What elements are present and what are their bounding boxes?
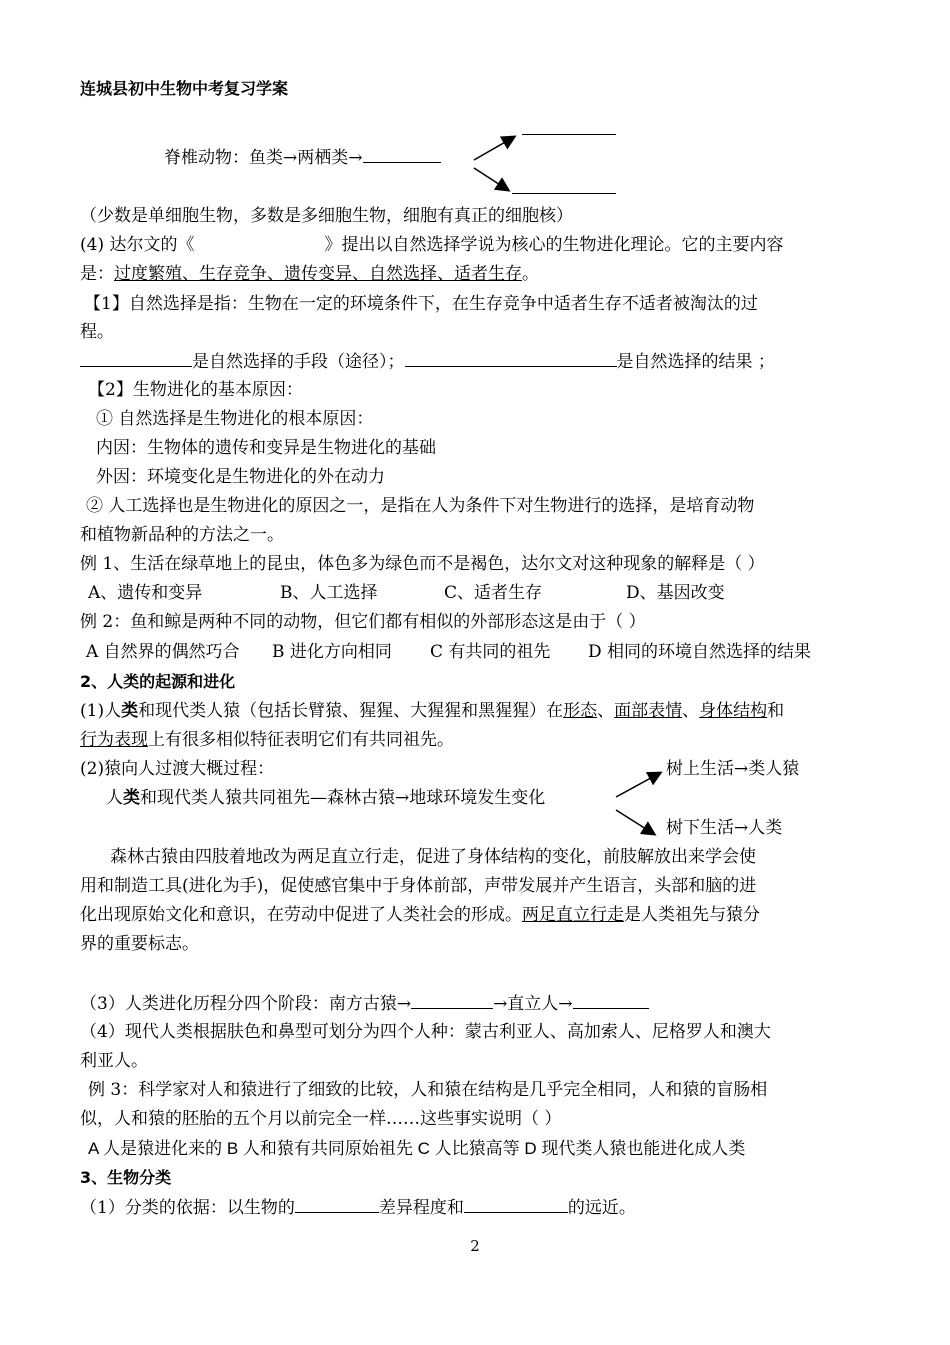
causes-p2-2: 和植物新品种的方法之一。 — [80, 525, 284, 545]
blank-stage-4 — [573, 992, 649, 1009]
ns-def-2: 程。 — [80, 322, 114, 342]
s2-p1-behavior: 行为表现 — [80, 730, 148, 750]
example2-question: 例 2：鱼和鲸是两种不同的动物，但它们都有相似的外部形态这是由于（ ） — [80, 612, 646, 632]
s2-p1-sep1: 、 — [597, 701, 615, 721]
causes-external: 外因：环境变化是生物进化的外在动力 — [96, 467, 385, 487]
example1-option-c: C、适者生存 — [444, 583, 543, 603]
blank-trait — [295, 1196, 379, 1213]
s2-p1-b: 类 — [121, 701, 139, 721]
example2-option-a: A 自然界的偶然巧合 — [86, 642, 240, 662]
s2-para3-a: 化出现原始文化和意识，在劳动中促进了人类社会的形成。 — [80, 905, 522, 925]
branch-down-text: 树下生活→人类 — [666, 818, 783, 838]
example1-option-a: A、遗传和变异 — [88, 583, 203, 603]
ns-def-1: 【1】自然选择是指：生物在一定的环境条件下，在生存竞争中适者生存不适者被淘汰的过 — [84, 294, 758, 314]
s2-p1-c: 和现代类人猿（包括长臂猿、猩猩、大猩猩和黑猩猩）在 — [138, 701, 564, 721]
s2-p3-b: →直立人→ — [493, 994, 573, 1014]
section2-p4-1: （4）现代人类根据肤色和鼻型可划分为四个人种：蒙古利亚人、高加索人、尼格罗人和澳大 — [80, 1022, 771, 1042]
ns-means-text: 是自然选择的手段（途径）； — [192, 352, 405, 372]
example2-option-b: B 进化方向相同 — [272, 642, 392, 662]
s2-p1-and: 和 — [767, 701, 785, 721]
section2-para-3 — [80, 904, 760, 926]
blank-relation — [464, 1196, 568, 1213]
example1-option-d: D、基因改变 — [626, 583, 725, 603]
s2-p2-b: 类 — [123, 788, 140, 808]
example3-q1: 例 3：科学家对人和猿进行了细致的比较，人和猿在结构是几乎完全相同，人和猿的盲肠相 — [88, 1080, 768, 1100]
branch-up-text: 树上生活→类人猿 — [666, 759, 800, 779]
causes-internal: 内因：生物体的遗传和变异是生物进化的基础 — [96, 438, 436, 458]
s2-p1-e: 上有很多相似特征表明它们有共同祖先。 — [148, 730, 454, 750]
note-cells: （少数是单细胞生物，多数是多细胞生物，细胞有真正的细胞核） — [80, 206, 573, 226]
s2-para3-e: 是人类祖先与猿分 — [624, 905, 760, 925]
section2-p4-2: 利亚人。 — [80, 1051, 148, 1071]
section2-p2-title: (2)猿向人过渡大概过程： — [80, 759, 275, 779]
s3-p1-a: （1）分类的依据：以生物的 — [80, 1198, 295, 1218]
darwin-content: 过度繁殖、生存竞争、遗传变异、自然选择、适者生存 — [114, 264, 522, 284]
causes-p1: ① 自然选择是生物进化的根本原因： — [96, 409, 374, 429]
section3-title: 3、生物分类 — [80, 1168, 172, 1187]
section2-para-4: 界的重要标志。 — [80, 934, 199, 954]
s2-p1-form: 形态 — [563, 701, 598, 721]
page-header-title: 连城县初中生物中考复习学案 — [80, 79, 289, 98]
s3-p1-b: 差异程度和 — [378, 1198, 464, 1218]
section2-para-1: 森林古猿由四肢着地改为两足直立行走，促进了身体结构的变化，前肢解放出来学会使 — [110, 847, 756, 867]
example2-option-d: D 相同的环境自然选择的结果 — [588, 642, 812, 662]
ns-result-text: 是自然选择的结果 ； — [616, 352, 775, 372]
vertebrates-text: 脊椎动物：鱼类→两栖类→ — [164, 148, 363, 168]
s3-p1-c: 的远近。 — [567, 1198, 636, 1218]
example1-question: 例 1、生活在绿草地上的昆虫，体色多为绿色而不是褐色，达尔文对这种现象的解释是（ ） — [80, 554, 765, 574]
darwin-text-a: (4) 达尔文的《 — [80, 235, 195, 255]
s2-p2-a: 人 — [106, 788, 123, 808]
arrow-up-icon — [616, 773, 660, 797]
section2-title: 2、人类的起源和进化 — [80, 672, 236, 691]
s2-p1-body: 身体结构 — [699, 701, 768, 721]
example3-q2: 似，人和猿的胚胎的五个月以前完全一样……这些事实说明（ ） — [80, 1109, 562, 1129]
arrow-down-icon — [616, 810, 654, 834]
darwin-text-b: 》提出以自然选择学说为核心的生物进化理论。它的主要内容 — [324, 235, 784, 255]
causes-p2-1: ② 人工选择也是生物进化的原因之一，是指在人为条件下对生物进行的选择，是培育动物 — [86, 496, 755, 516]
s2-para3-u: 两足直立行走 — [522, 905, 624, 925]
s2-p1-sep2: 、 — [682, 701, 700, 721]
darwin-suffix: 。 — [522, 264, 539, 284]
s2-p1-a: (1)人 — [80, 701, 122, 721]
s2-p2-c: 和现代类人猿共同祖先—森林古猿→地球环境发生变化 — [140, 788, 546, 808]
blank-stage-2 — [411, 992, 493, 1009]
causes-title: 【2】生物进化的基本原因： — [88, 380, 303, 400]
example1-option-b: B、人工选择 — [280, 583, 378, 603]
darwin-prefix: 是： — [80, 264, 114, 284]
example3-options: A 人是猿进化来的 B 人和猿有共同原始祖先 C 人比猿高等 D 现代类人猿也能进化成人类 — [88, 1139, 746, 1158]
section2-p3 — [80, 992, 649, 1015]
example2-option-c: C 有共同的祖先 — [430, 642, 551, 662]
page-number: 2 — [470, 1237, 480, 1255]
section2-para-2: 用和制造工具(进化为手)，促使感官集中于身体前部，声带发展并产生语言，头部和脑的进 — [80, 876, 757, 896]
section3-p1 — [80, 1196, 636, 1219]
s2-p1-face: 面部表情 — [614, 701, 683, 721]
s2-p3-a: （3）人类进化历程分四个阶段：南方古猿→ — [80, 994, 412, 1014]
